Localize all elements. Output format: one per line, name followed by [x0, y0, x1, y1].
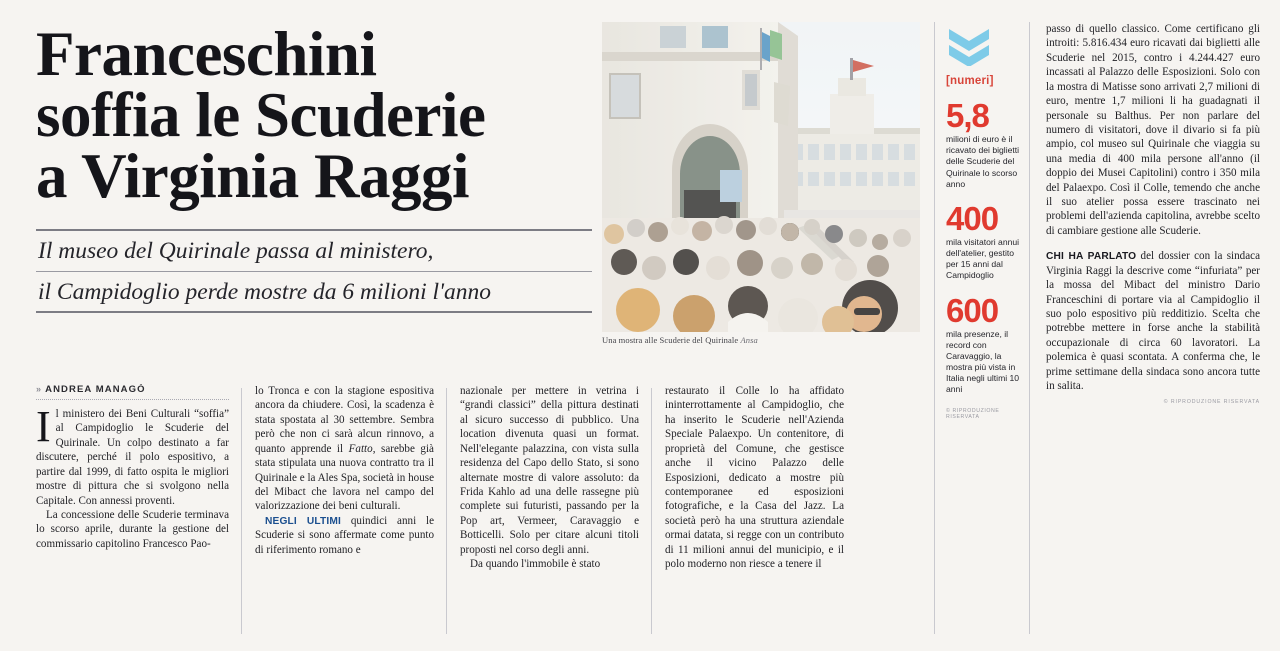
byline-bullet-icon: » — [36, 384, 43, 394]
paragraph — [460, 384, 639, 557]
paragraph-text: Da quando l'immobile è stato — [470, 558, 601, 571]
paragraph-text: del dossier con la sindaca Virginia Raggi la descrive come “infuriata” per la mossa del Mibact del ministro Dario Franceschini di portare via al Campidoglio il suo polo espositivo più redditizio. Scelta che potrebbe mettere in forse anche la stabilità occupazionale di circa 60 lavoratori. La polemica è quasi scontata. A conferma che, le prime settimane della sindaca sono ancora tutte in salita. — [1046, 250, 1260, 393]
paragraph — [460, 557, 639, 571]
paragraph-lead-in: NEGLI ULTIMI — [265, 515, 342, 527]
drop-cap: I — [36, 402, 51, 451]
paragraph — [1046, 249, 1260, 393]
article-photo-block — [602, 22, 920, 345]
paragraph-lead-in: CHI HA PARLATO — [1046, 251, 1137, 263]
paragraph-text: nazionale per mettere in vetrina i “grandi classici” della pittura destinati al sicuro successo di pubblico. Una location divenuta quasi un format. Nell'elegante palazzina, con vista sulla residenza del Capo dello Stato, si sono alternate mostre di valore assoluto: da Frida Kahlo ad una delle rassegne più complete sui futuristi, passando per la Pop art, Vermeer, Caravaggio e Botticelli. Solo per citare alcuni titoli proposti nel corso degli anni. — [460, 385, 639, 556]
number-item — [946, 199, 1020, 282]
number-description: mila visitatori annui dell'atelier, gestito per 15 anni dal Campidoglio — [946, 236, 1020, 281]
paragraph-text: l ministero dei Beni Culturali “soffia” al Campidoglio le Scuderie del Quirinale. Un colpo destinato a far discutere, perché il polo espositivo, a partire dal 1999, di fatto ospita le migliori mostre di pittura che si svolgono nella Capitale. Con annessi proventi. — [36, 408, 229, 507]
article-columns — [36, 384, 920, 634]
photo-scuderie-crowd — [602, 22, 920, 332]
copyright-notice: © RIPRODUZIONE RISERVATA — [1163, 398, 1260, 405]
column-separator — [241, 388, 242, 634]
headline-line-2: soffia le Scuderie — [36, 80, 486, 151]
number-value: 400 — [946, 199, 999, 237]
article-column-2 — [241, 384, 446, 634]
paragraph-text: lo Tronca e con la stagione espositiva ancora da chiudere. Così, la scadenza è stata spostata al 30 settembre. Sembra però che non ci sarà alcun rinnovo, a quanto apprende il — [255, 385, 434, 455]
paragraph-text: La concessione delle Scuderie terminava lo scorso aprile, durante la gestione del commissario capitolino Francesco Pao- — [36, 508, 229, 550]
paragraph-text: restaurato il Colle lo ha affidato ininterrottamente al Campidoglio, che ha inserito le Scuderie nell'Azienda Speciale Palaexpo. Un contenitore, di proprietà del Comune, che gestisce anche il vicino Palazzo delle Esposizioni, dedicato a mostre più contemporanee ed esposizioni fotografiche, e la Casa del Jazz. La società però ha una struttura aziendale ormai datata, si regge con un contributo di 11 milioni annui del municipio, e il polo moderno non riesce a tenere il — [665, 385, 844, 571]
byline-rule — [36, 399, 229, 400]
chevron-down-icon — [946, 26, 1020, 66]
number-item — [946, 291, 1020, 396]
subhead-line-2: il Campidoglio perde mostre da 6 milioni l'anno — [38, 278, 492, 305]
paragraph — [255, 384, 434, 514]
paragraph-text: quindici anni le Scuderie si sono affermate come punto di riferimento romano e — [255, 514, 434, 556]
publication-name: Fatto — [348, 442, 373, 455]
photo-caption-text: Una mostra alle Scuderie del Quirinale — [602, 335, 739, 345]
paragraph-text: passo di quello classico. Come certificano gli introiti: 5.816.434 euro ricavati dai biglietti alle Scuderie nel 2015, contro i 4.244.427 euro incassati al Palazzo delle Esposizioni. Solo con la mostra di Matisse sono arrivati 2,7 milioni di euro, mentre 1,7 milioni li ha guadagnati il personale su Balthus. Per non parlare del numero di visitatori, dove il divario si fa più ampio, col museo sul Quirinale che viaggia su una media di 400 mila persone all'anno (il doppio dei Musei Capitolini) contro i 350 mila del Palaexpo. Così il Colle, temendo che anche il suo atelier possa essere trascinato nei problemi dell'azienda capitolina, avrebbe scelto di cambiare gestione alle Scuderie. — [1046, 23, 1260, 237]
headline-line-3: a Virginia Raggi — [36, 141, 470, 212]
subhead-rule-bottom — [36, 311, 592, 313]
paragraph — [36, 402, 229, 508]
paragraph-text-end: , sarebbe già stata stipulata una nuova contratto tra il Quirinale e la Ales Spa, società in house del Mibact che lavora nel campo del valorizzazione dei beni culturali. — [255, 442, 434, 513]
byline — [36, 384, 229, 395]
number-description: mila presenze, il record con Caravaggio, la mostra più vista in Italia negli ultimi 10 anni — [946, 328, 1020, 395]
paragraph — [36, 508, 229, 551]
paragraph — [255, 514, 434, 557]
paragraph-gap — [1046, 238, 1260, 249]
number-item — [946, 99, 1020, 190]
subhead-line-1: Il museo del Quirinale passa al ministero, — [38, 238, 434, 265]
article-body-col4 — [665, 384, 844, 571]
article-column-5 — [1046, 22, 1260, 634]
paragraph — [665, 384, 844, 571]
byline-author: ANDREA MANAGÒ — [45, 384, 146, 395]
paragraph — [1046, 22, 1260, 238]
page-title — [36, 19, 592, 212]
article-body-col2 — [255, 384, 434, 557]
number-value: 600 — [946, 291, 999, 329]
numbers-copyright: © RIPRODUZIONE RISERVATA — [946, 407, 1000, 420]
photo-credit: Ansa — [740, 335, 758, 345]
headline-line-1: Franceschini — [36, 19, 377, 89]
number-value: 5,8 — [946, 97, 989, 134]
article-column-3 — [446, 384, 651, 634]
article-column-1 — [36, 384, 241, 634]
photo-illustration — [602, 22, 920, 332]
article-column-4 — [651, 384, 856, 634]
numbers-sidebar — [934, 22, 1030, 634]
article-body-col3 — [460, 384, 639, 571]
number-description: milioni di euro è il ricavato dei biglietti delle Scuderie del Quirinale lo scorso anno — [946, 134, 1020, 189]
column-separator — [651, 388, 652, 634]
headline-block — [36, 19, 592, 313]
column-separator — [446, 388, 447, 634]
numbers-section-label: [numeri] — [946, 75, 994, 87]
article-body-col1 — [36, 402, 229, 551]
photo-caption — [602, 332, 920, 345]
article-body-col5 — [1046, 22, 1260, 394]
